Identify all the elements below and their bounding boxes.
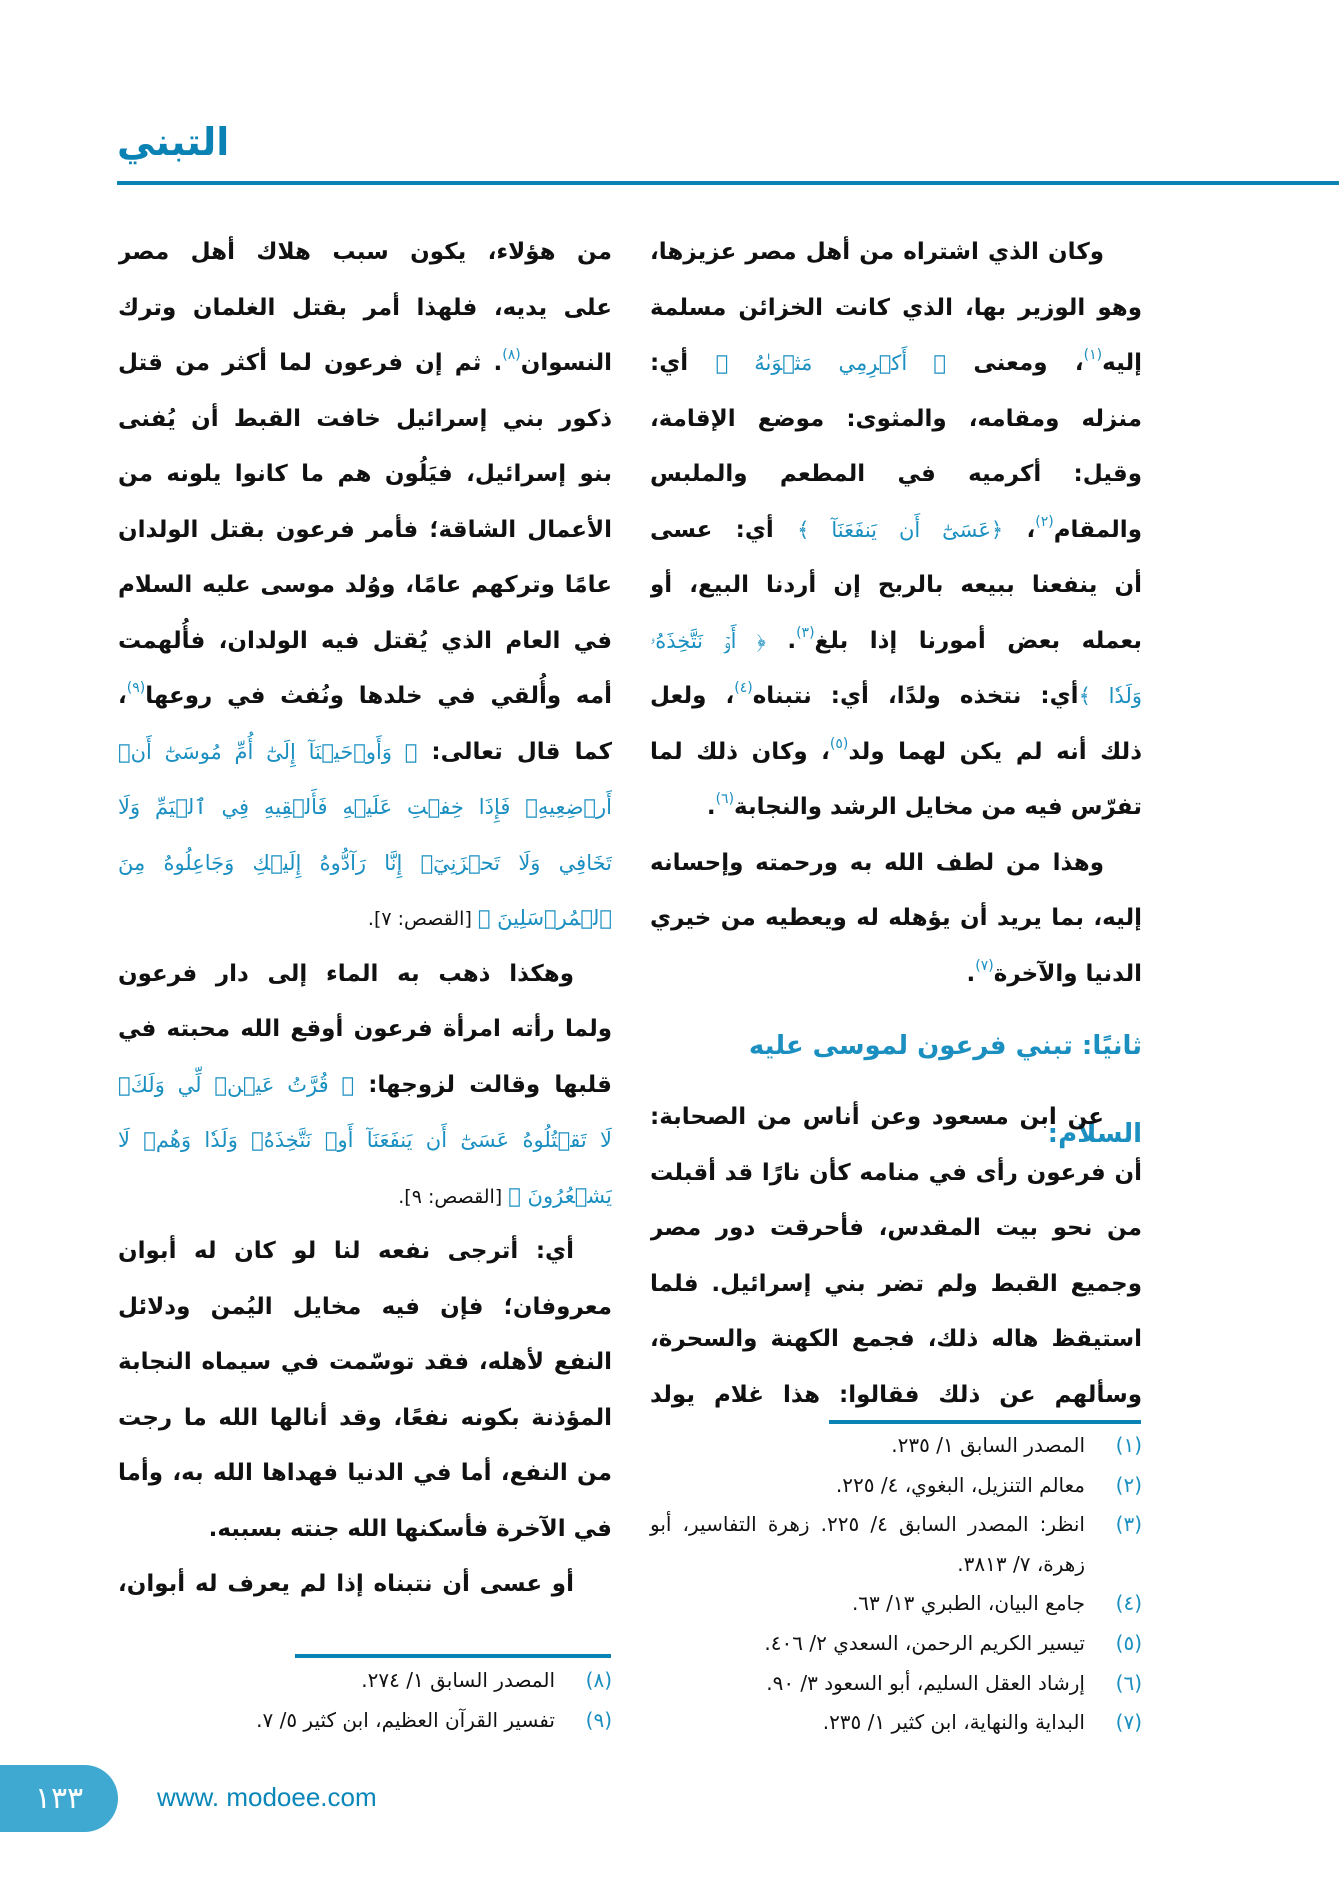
body-text: ذكور بني إسرائيل خافت القبط أن يُفنى [118,405,612,432]
text-line [650,1312,1142,1368]
footnote-text: المصدر السابق ١/ ٢٧٤. [361,1668,555,1692]
body-text: ، ولعل [650,683,735,709]
body-text: في العام الذي يُقتل فيه الولدان، فأُلهمت [118,627,612,654]
body-text: والمقام [1053,516,1142,543]
text-line [118,1335,612,1391]
footnotes-right [650,1426,1142,1743]
text-line [650,1090,1142,1146]
footnote-marker[interactable]: (٣) [796,624,815,641]
text-line [650,1368,1142,1424]
text-line [118,1058,612,1114]
body-text: منزله ومقامه، والمثوى: موضع الإقامة، [650,405,1142,432]
body-text: كما قال تعالى: [417,738,612,765]
body-text: قلبها وقالت لزوجها: [354,1071,612,1098]
text-line [650,947,1142,1003]
text-line [118,780,612,836]
text-line [118,1502,612,1558]
chapter-title: التبني [117,120,230,164]
text-line [650,447,1142,503]
footnote-text: البداية والنهاية، ابن كثير ١/ ٢٣٥. [822,1710,1085,1735]
text-line [650,392,1142,448]
text-line [118,1224,612,1280]
quran-verse: ﴿عَسَىٰٓ أَن يَنفَعَنَآ ﴾ [797,517,1004,542]
body-text: أي: عسى [650,516,798,543]
footnote-marker[interactable]: (٨) [502,347,521,363]
header-rule [117,181,1339,185]
text-line [650,614,1142,670]
footnote-marker[interactable]: (٦) [715,791,735,807]
footnote-rule-right [829,1420,1141,1424]
verse-reference: [القصص: ٧]. [367,908,478,930]
text-line [650,1146,1142,1202]
text-line [118,891,612,947]
right-column-text-a [650,225,1142,1002]
footnote-rule-left [295,1654,611,1658]
body-text: الأعمال الشاقة؛ فأمر فرعون بقتل الولدان [118,516,612,543]
body-text: أن فرعون رأى في منامه كأن نارًا قد أقبلت [650,1159,1142,1186]
body-text: استيقظ هاله ذلك، فجمع الكهنة والسحرة، [650,1326,1142,1352]
quran-verse: أَرۡضِعِيهِۖ فَإِذَا خِفۡتِ عَلَيۡهِ فَأَلۡقِيهِ فِي ٱلۡيَمِّ وَلَا [118,795,612,819]
footnote-number: (٩) [585,1707,612,1732]
quran-verse: ٱلۡمُرۡسَلِينَ ﴾ [477,906,612,930]
text-line [118,447,612,503]
footnote-number: (٥) [1115,1630,1142,1655]
footnote-number: (٦) [1115,1670,1142,1695]
footnote [650,1426,1142,1466]
text-line [118,336,612,392]
text-line [118,392,612,448]
footnote-text: إرشاد العقل السليم، أبو السعود ٣/ ٩٠. [766,1670,1085,1695]
text-line [118,1446,612,1502]
left-column [118,225,612,1613]
footnote [650,1505,1142,1584]
footnote [650,1584,1142,1624]
text-line [650,1257,1142,1313]
text-line [650,558,1142,614]
body-text: أو عسى أن نتبناه إذا لم يعرف له أبوان، [118,1571,574,1597]
body-text: أي: [650,350,716,376]
body-text: إليه [1102,350,1142,376]
body-text: عامًا وتركهم عامًا، ووُلد موسى عليه السلام [118,572,612,598]
body-text: وهذا من لطف الله به ورحمته وإحسانه [650,849,1104,876]
footnote-number: (٣) [1115,1512,1142,1537]
text-line [118,281,612,337]
section-heading: ثانيًا: تبني فرعون لموسى عليه السلام: [748,1031,1142,1149]
quran-verse: يَشۡعُرُونَ ﴾ [508,1183,612,1208]
footnote-marker[interactable]: (١) [1083,347,1103,363]
body-text: ولما رأته امرأة فرعون أوقع الله محبته في [118,1016,612,1042]
footnote [650,1624,1142,1664]
footnote-number: (١) [1115,1433,1142,1457]
body-text: ، [1003,516,1036,543]
text-line [650,725,1142,781]
text-line [118,669,612,725]
footnote [650,1703,1142,1743]
footnote-number: (٤) [1115,1591,1142,1616]
body-text: الدنيا والآخرة [993,960,1142,987]
body-text: وسألهم عن ذلك فقالوا: هذا غلام يولد [650,1381,1142,1408]
body-text: النسوان [520,350,612,376]
footnote [118,1661,612,1701]
footnote-number: (٢) [1115,1472,1142,1497]
body-text: من نحو بيت المقدس، فأحرقت دور مصر [650,1215,1142,1241]
body-text: . [765,627,797,654]
body-text: المؤذنة بكونه نفعًا، وقد أنالها الله ما رجت [118,1404,612,1431]
text-line [118,558,612,614]
body-text: وهكذا ذهب به الماء إلى دار فرعون [118,960,574,987]
text-line [118,225,612,281]
footnote-marker[interactable]: (٩) [126,680,146,696]
right-column [650,225,1142,1423]
text-line [118,1002,612,1058]
body-text: أي: نتخذه ولدًا، أي: نتبناه [752,683,1079,709]
text-line [118,836,612,892]
page-number: ١٣٣ [0,1765,118,1832]
footnote-number: (٨) [585,1668,612,1692]
verse-reference: [القصص: ٩]. [398,1185,509,1208]
text-line [650,669,1142,725]
text-line [118,1280,612,1336]
footnote-marker[interactable]: (٤) [734,680,753,696]
footnote [118,1701,612,1741]
footnote [650,1466,1142,1506]
body-text: عن ابن مسعود وعن أناس من الصحابة: [650,1104,1104,1130]
body-text: . [966,960,976,987]
text-line [118,614,612,670]
footnote-text: المصدر السابق ١/ ٢٣٥. [891,1433,1085,1457]
text-line [650,1201,1142,1257]
text-line [650,780,1142,836]
text-line [118,1169,612,1225]
body-text: ، وكان ذلك لما [650,738,830,765]
text-line [118,1113,612,1169]
body-text: وجميع القبط ولم تضر بني إسرائيل. فلما [650,1270,1142,1297]
text-line [650,281,1142,337]
body-text: ، ومعنى [945,350,1084,376]
body-text: في الآخرة فأسكنها الله جنته بسببه. [208,1515,612,1542]
quran-verse: لَا تَقۡتُلُوهُ عَسَىٰٓ أَن يَنفَعَنَآ أَوۡ نَتَّخِذَهُۥ وَلَدٗا وَهُمۡ لَا [118,1128,612,1152]
text-line [650,836,1142,892]
text-line [118,947,612,1003]
text-line [118,1557,612,1613]
quran-verse: تَخَافِي وَلَا تَحۡزَنِيٓۖ إِنَّا رَآدُّوهُ إِلَيۡكِ وَجَاعِلُوهُ مِنَ [118,850,612,875]
body-text: من النفع، أما في الدنيا فهداها الله به، وأما [118,1460,612,1486]
body-text: ذلك أنه لم يكن لهما ولد [848,738,1142,765]
body-text: بعمله بعض أمورنا إذا بلغ [814,627,1142,654]
text-line [650,891,1142,947]
text-line [118,1391,612,1447]
quran-verse: ﴿ قُرَّتُ عَيۡنٖ لِّي وَلَكَۖ [118,1072,355,1097]
footnote-number: (٧) [1115,1710,1142,1735]
body-text: معروفان؛ فإن فيه مخايل اليُمن ودلائل [118,1293,612,1320]
body-text: وهو الوزير بها، الذي كانت الخزائن مسلمة [650,294,1142,321]
text-line [650,336,1142,392]
footnote-marker[interactable]: (٥) [829,735,849,752]
body-text: وكان الذي اشتراه من أهل مصر عزيزها، [650,239,1104,265]
footnote [650,1664,1142,1704]
body-text: من هؤلاء، يكون سبب هلاك أهل مصر [118,239,612,265]
body-text: . ثم إن فرعون لما أكثر من قتل [118,350,503,376]
footnote-text: جامع البيان، الطبري ١٣/ ٦٣. [851,1591,1085,1616]
text-line [650,503,1142,559]
quran-verse: ﴿ وَأَوۡحَيۡنَآ إِلَىٰٓ أُمِّ مُوسَىٰٓ أَنۡ [118,739,418,764]
body-text: ، [118,683,127,709]
footnote-text: انظر: المصدر السابق ٤/ ٢٢٥. زهرة التفاسير، أبو زهرة، ٧/ ٣٨١٣. [650,1512,1085,1576]
body-text: أي: أترجى نفعه لنا لو كان له أبوان [118,1238,574,1264]
body-text: . [706,794,716,820]
body-text: أمه وأُلقي في خلدها ونُفث في روعها [145,683,612,709]
text-line [118,503,612,559]
quran-verse: ﴿ أَوۡ نَتَّخِذَهُۥ [650,628,766,653]
body-text: النفع لأهله، فقد توسّمت في سيماه النجابة [118,1349,612,1375]
footnote-text: تفسير القرآن العظيم، ابن كثير ٥/ ٧. [256,1707,555,1732]
footnote-text: معالم التنزيل، البغوي، ٤/ ٢٢٥. [835,1472,1085,1497]
website-link[interactable]: www. modoee.com [157,1782,377,1812]
text-line [650,225,1142,281]
footnote-marker[interactable]: (٢) [1035,513,1054,530]
body-text: إليه، بما يريد أن يؤهله له ويعطيه من خيري [650,905,1142,931]
body-text: بنو إسرائيل، فيَلُون هم ما كانوا يلونه من [118,461,612,487]
footnotes-left [118,1661,612,1740]
text-line [118,725,612,781]
footnote-marker[interactable]: (٧) [975,957,994,974]
quran-verse: ﴿ أَكۡرِمِي مَثۡوَىٰهُ ﴾ [715,351,946,375]
footnote-text: تيسير الكريم الرحمن، السعدي ٢/ ٤٠٦. [764,1630,1085,1655]
body-text: تفرّس فيه من مخايل الرشد والنجابة [734,794,1142,820]
body-text: على يديه، فلهذا أمر بقتل الغلمان وترك [118,294,612,321]
body-text: وقيل: أكرميه في المطعم والملبس [650,461,1142,487]
right-column-text-b [650,1090,1142,1423]
body-text: أن ينفعنا ببيعه بالربح إن أردنا البيع، أو [650,572,1142,598]
quran-verse: وَلَدٗا ﴾ [1078,684,1142,708]
